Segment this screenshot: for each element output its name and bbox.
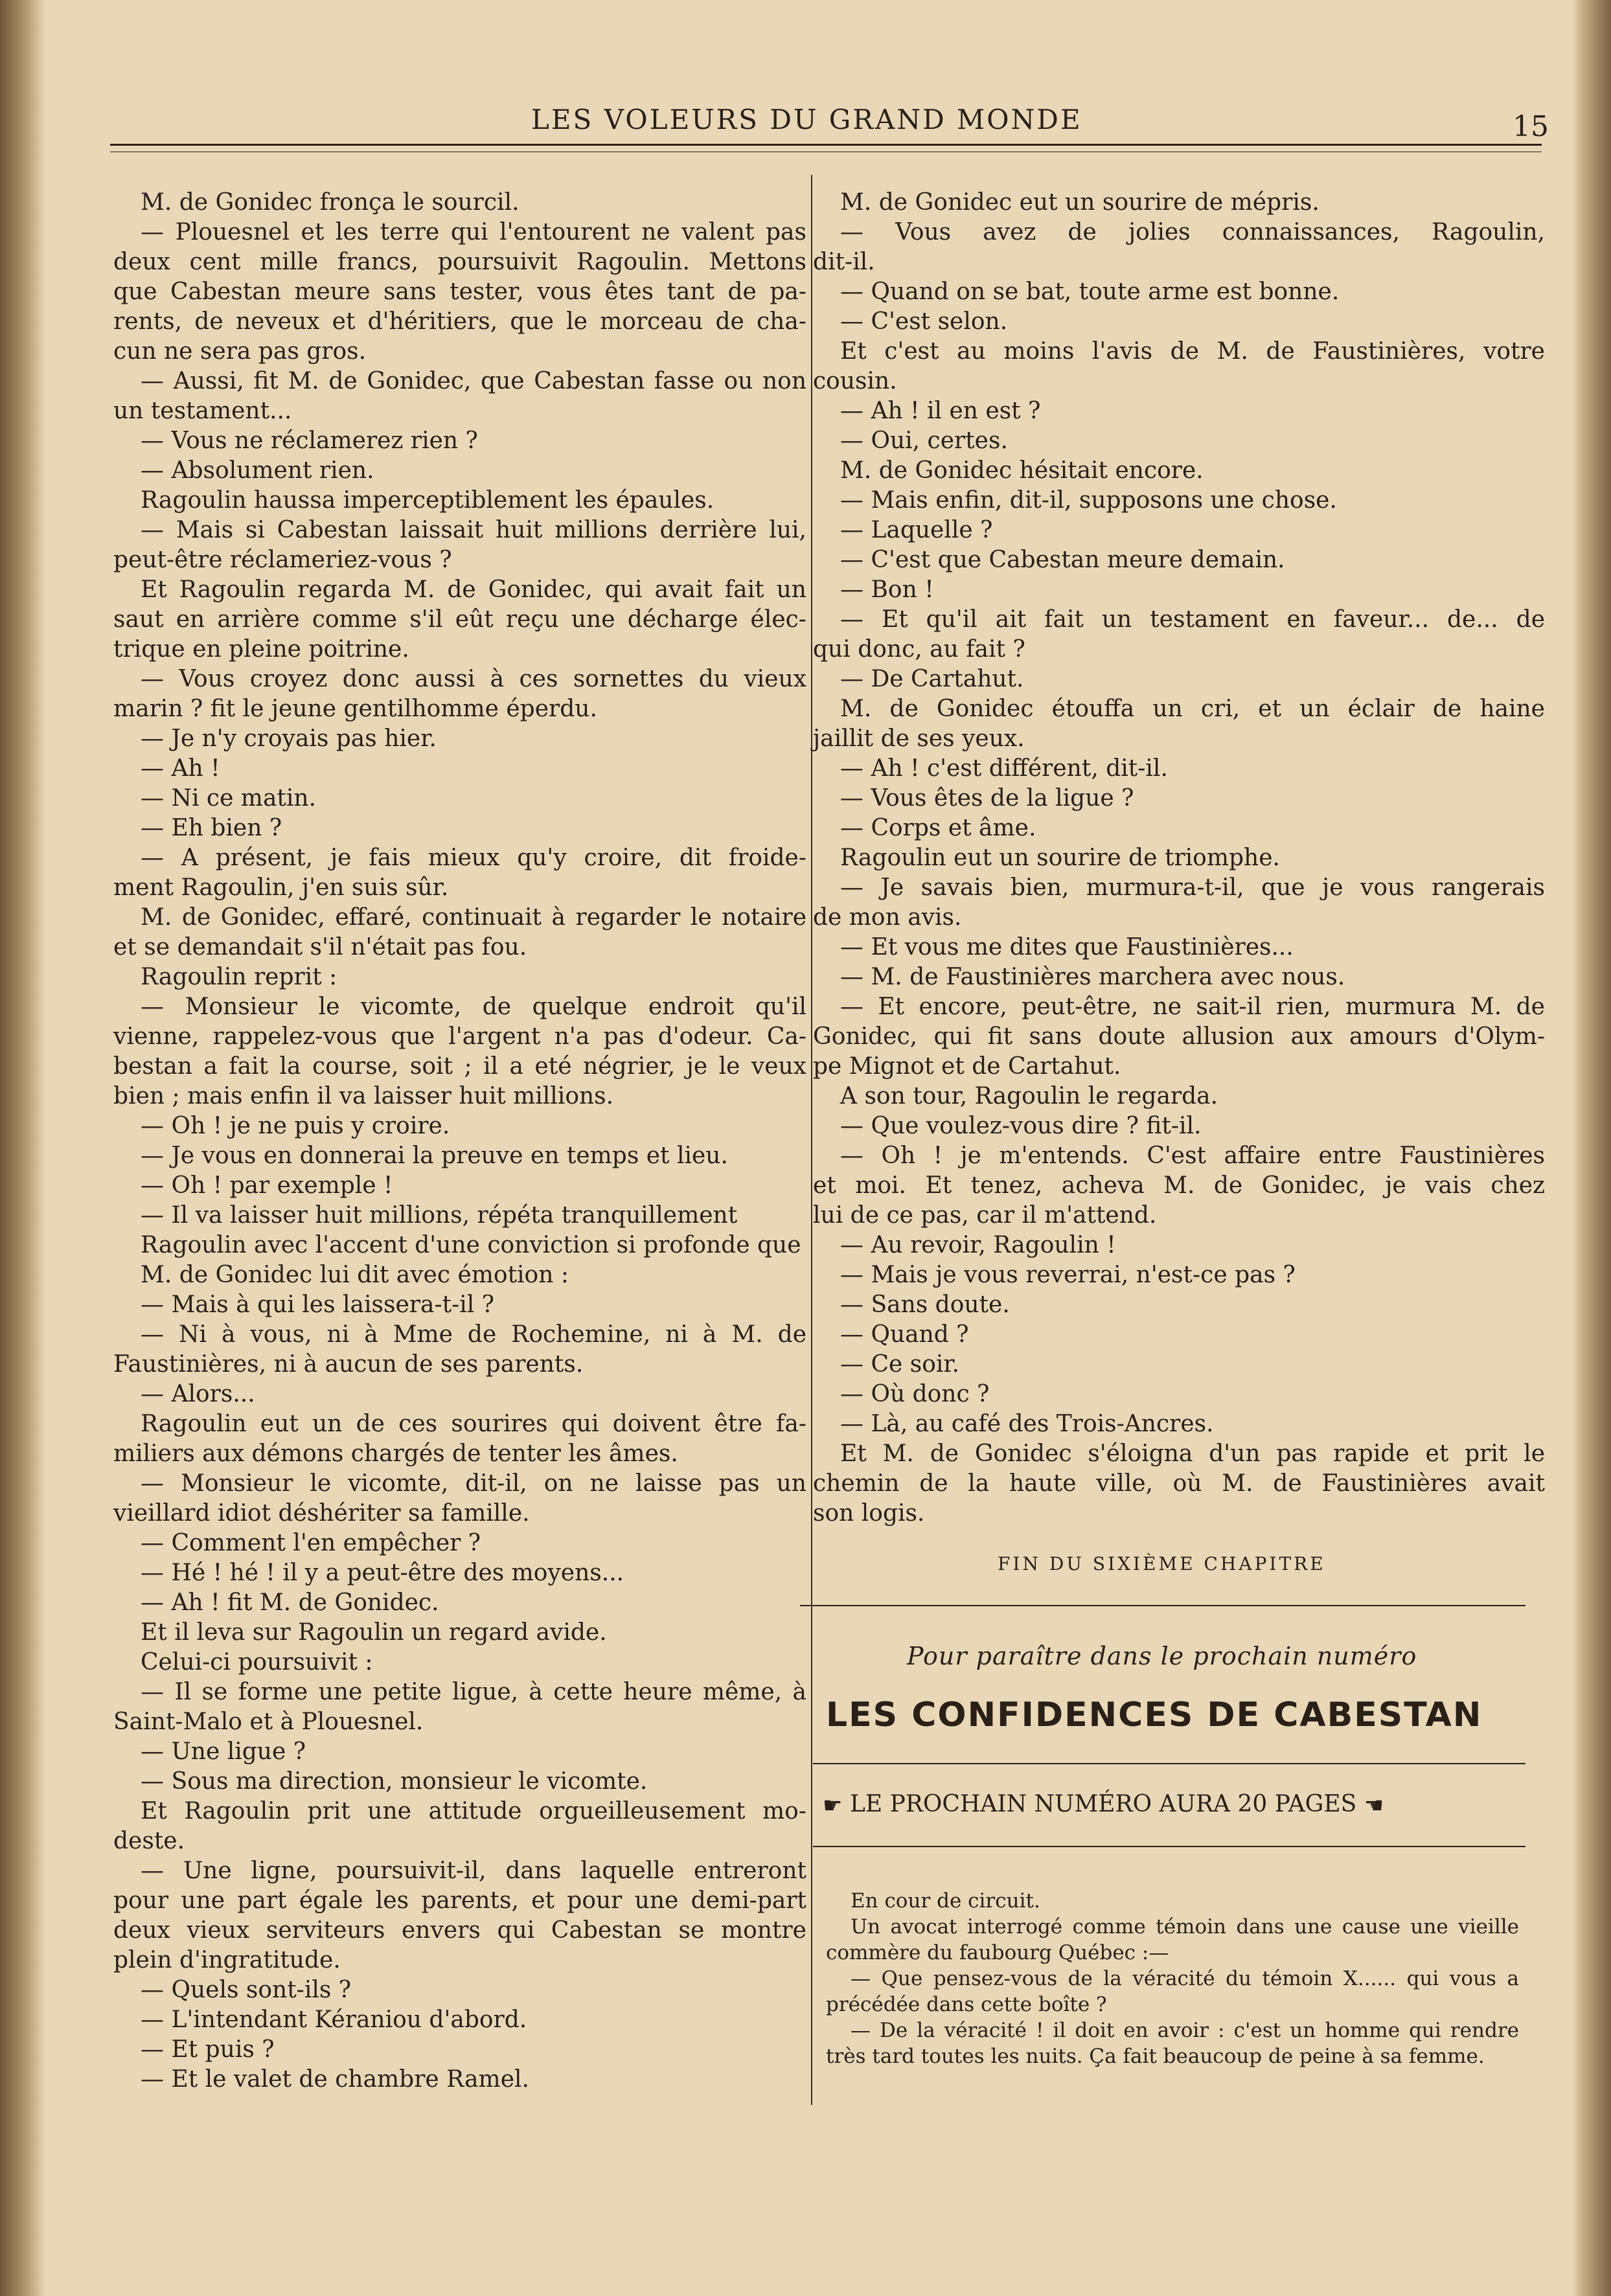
text-line: chemin de la haute ville, où M. de Faustinières avait [813, 1470, 1545, 1497]
text-line: — M. de Faustinières marchera avec nous. [840, 964, 1345, 990]
anecdote-block [826, 1888, 1519, 2069]
text-line: — Ce soir. [840, 1351, 960, 1378]
text-line: A son tour, Ragoulin le regarda. [840, 1083, 1218, 1109]
text-line: — Quand ? [840, 1321, 969, 1348]
page-edge-left [0, 0, 45, 2296]
text-line: — Plouesnel et les terre qui l'entourent ne valent pas [141, 219, 806, 245]
next-issue-title: LES CONFIDENCES DE CABESTAN [826, 1696, 1483, 1734]
text-line: Et Ragoulin prit une attitude orgueilleusement mo- [141, 1798, 806, 1824]
text-line: rents, de neveux et d'héritiers, que le morceau de cha- [113, 308, 806, 335]
next-issue-intro: Pour paraître dans le prochain numéro [907, 1642, 1417, 1670]
text-line: — Hé ! hé ! il y a peut-être des moyens... [141, 1560, 624, 1586]
section-rule [813, 1763, 1525, 1764]
text-line: M. de Gonidec hésitait encore. [840, 457, 1204, 484]
text-line: — Absolument rien. [141, 457, 374, 484]
text-line: M. de Gonidec, effaré, continuait à regarder le notaire [141, 904, 806, 931]
text-line: vienne, rappelez-vous que l'argent n'a pas d'odeur. Ca- [113, 1023, 806, 1050]
text-line: deux vieux serviteurs envers qui Cabestan se montre [113, 1917, 806, 1944]
text-line: — A présent, je fais mieux qu'y croire, dit froide- [141, 845, 806, 871]
column-divider [811, 175, 812, 2105]
text-line: — Oh ! je m'entends. C'est affaire entre Faustinières [840, 1142, 1545, 1169]
text-line: — Corps et âme. [840, 815, 1036, 841]
text-line: et se demandait s'il n'était pas fou. [113, 934, 527, 960]
text-line: ment Ragoulin, j'en suis sûr. [113, 874, 449, 901]
text-line: — Comment l'en empêcher ? [141, 1530, 481, 1556]
text-line: — Je n'y croyais pas hier. [141, 725, 437, 752]
text-line: — Oui, certes. [840, 427, 1008, 454]
text-line: — L'intendant Kéraniou d'abord. [141, 2006, 527, 2033]
text-line: un testament... [113, 398, 292, 424]
text-line: — Oh ! par exemple ! [141, 1172, 393, 1199]
text-line: — Vous croyez donc aussi à ces sornettes du vieux [141, 666, 806, 692]
text-line: — Ni à vous, ni à Mme de Rochemine, ni à M. de [141, 1321, 806, 1348]
anecdote-line: Un avocat interrogé comme témoin dans une cause une vieille [851, 1915, 1519, 1938]
chapter-end: FIN DU SIXIÈME CHAPITRE [998, 1553, 1326, 1574]
text-line: — Eh bien ? [141, 815, 282, 841]
text-line: — Aussi, fit M. de Gonidec, que Cabestan fasse ou non [141, 368, 806, 394]
text-line: deste. [113, 1828, 185, 1854]
text-line: — Il se forme une petite ligue, à cette heure même, à [141, 1679, 806, 1705]
text-line: M. de Gonidec eut un sourire de mépris. [840, 189, 1320, 216]
text-line: — Ah ! fit M. de Gonidec. [141, 1589, 439, 1616]
text-line: — Sans doute. [840, 1291, 1010, 1318]
text-line: pe Mignot et de Cartahut. [813, 1053, 1121, 1080]
text-line: Ragoulin eut un de ces sourires qui doivent être fa- [141, 1411, 806, 1437]
text-line: deux cent mille francs, poursuivit Ragoulin. Mettons [113, 249, 806, 275]
text-line: Saint-Malo et à Plouesnel. [113, 1709, 424, 1735]
left-column [113, 188, 806, 2095]
text-line: miliers aux démons chargés de tenter les âmes. [113, 1440, 678, 1467]
text-line: son logis. [813, 1500, 925, 1527]
header-rule-top [110, 144, 1542, 146]
text-line: pour une part égale les parents, et pour une demi-part [113, 1887, 806, 1914]
text-line: bien ; mais enfin il va laisser huit millions. [113, 1083, 614, 1109]
text-line: saut en arrière comme s'il eût reçu une décharge élec- [113, 606, 806, 633]
text-line: Et il leva sur Ragoulin un regard avide. [141, 1619, 607, 1646]
text-line: peut-être réclameriez-vous ? [113, 547, 452, 573]
text-line: et moi. Et tenez, acheva M. de Gonidec, je vais chez [813, 1172, 1545, 1199]
text-line: M. de Gonidec étouffa un cri, et un éclair de haine [840, 696, 1545, 722]
text-line: — Ni ce matin. [141, 785, 317, 812]
text-line: de mon avis. [813, 904, 962, 931]
text-line: cousin. [813, 368, 897, 394]
text-line: dit-il. [813, 249, 875, 275]
text-line: Faustinières, ni à aucun de ses parents. [113, 1351, 584, 1378]
text-line: — Oh ! je ne puis y croire. [141, 1113, 450, 1139]
text-line: qui donc, au fait ? [813, 636, 1025, 663]
text-line: — Et encore, peut-être, ne sait-il rien, murmura M. de [840, 994, 1545, 1020]
text-line: — Une ligne, poursuivit-il, dans laquelle entreront [141, 1858, 806, 1884]
pages-notice-line [823, 1791, 1522, 1819]
section-rule [813, 1846, 1525, 1847]
text-line: — C'est selon. [840, 308, 1008, 335]
section-rule [800, 1605, 1525, 1606]
text-line: Celui-ci poursuivit : [141, 1649, 373, 1676]
text-line: — Mais enfin, dit-il, supposons une chose. [840, 487, 1337, 514]
running-header: LES VOLEURS DU GRAND MONDE [531, 104, 1082, 135]
text-line: — Laquelle ? [840, 517, 993, 543]
text-line: — Mais si Cabestan laissait huit millions derrière lui, [141, 517, 806, 543]
text-line: Ragoulin eut un sourire de triomphe. [840, 845, 1280, 871]
text-line: — Bon ! [840, 576, 934, 603]
text-line: vieillard idiot déshériter sa famille. [113, 1500, 530, 1527]
pages-notice: LE PROCHAIN NUMÉRO AURA 20 PAGES [849, 1791, 1357, 1817]
anecdote-line: — Que pensez-vous de la véracité du témoin X...... qui vous a [851, 1967, 1519, 1990]
text-line: Gonidec, qui fit sans doute allusion aux amours d'Olym- [813, 1023, 1545, 1050]
pointing-hand-icon: ☚ [1364, 1793, 1384, 1819]
text-line: M. de Gonidec lui dit avec émotion : [141, 1262, 569, 1288]
right-column [813, 188, 1545, 1529]
text-line: que Cabestan meure sans tester, vous êtes tant de pa- [113, 278, 806, 305]
text-line: — Vous êtes de la ligue ? [840, 785, 1134, 812]
text-line: — Et le valet de chambre Ramel. [141, 2066, 529, 2093]
text-line: — Là, au café des Trois-Ancres. [840, 1411, 1214, 1437]
text-line: — Quand on se bat, toute arme est bonne. [840, 278, 1340, 305]
text-line: jaillit de ses yeux. [813, 725, 1025, 752]
anecdote-line: précédée dans cette boîte ? [826, 1993, 1107, 2016]
text-line: — C'est que Cabestan meure demain. [840, 547, 1285, 573]
page-edge-right [1572, 0, 1611, 2296]
text-line: Ragoulin avec l'accent d'une conviction si profonde que [141, 1232, 801, 1258]
text-line: plein d'ingratitude. [113, 1947, 341, 1973]
text-line: — Vous avez de jolies connaissances, Ragoulin, [840, 219, 1545, 245]
page-number: 15 [1513, 110, 1549, 143]
text-line: — Sous ma direction, monsieur le vicomte. [141, 1768, 648, 1795]
text-line: Et Ragoulin regarda M. de Gonidec, qui avait fait un [141, 576, 806, 603]
text-line: — Alors... [141, 1381, 255, 1407]
text-line: lui de ce pas, car il m'attend. [813, 1202, 1157, 1229]
text-line: Et M. de Gonidec s'éloigna d'un pas rapide et prit le [840, 1440, 1545, 1467]
text-line: Ragoulin haussa imperceptiblement les épaules. [141, 487, 714, 514]
text-line: Et c'est au moins l'avis de M. de Faustinières, votre [840, 338, 1545, 365]
text-line: trique en pleine poitrine. [113, 636, 409, 663]
text-line: — Mais à qui les laissera-t-il ? [141, 1291, 495, 1318]
text-line: M. de Gonidec fronça le sourcil. [141, 189, 520, 216]
text-line: — Ah ! il en est ? [840, 398, 1041, 424]
anecdote-line: En cour de circuit. [851, 1889, 1040, 1913]
text-line: — Je savais bien, murmura-t-il, que je vous rangerais [840, 874, 1545, 901]
text-line: — Monsieur le vicomte, dit-il, on ne laisse pas un [141, 1470, 806, 1497]
text-line: — Ah ! [141, 755, 220, 782]
text-line: — Et vous me dites que Faustinières... [840, 934, 1294, 960]
anecdote-line: commère du faubourg Québec :— [826, 1941, 1169, 1964]
text-line: — Monsieur le vicomte, de quelque endroit qu'il [141, 994, 806, 1020]
anecdote-line: très tard toutes les nuits. Ça fait beaucoup de peine à sa femme. [826, 2045, 1485, 2068]
text-line: — Et puis ? [141, 2036, 275, 2063]
text-line: — Quels sont-ils ? [141, 1977, 352, 2003]
text-line: — De Cartahut. [840, 666, 1024, 692]
text-line: marin ? fit le jeune gentilhomme éperdu. [113, 696, 597, 722]
text-line: Ragoulin reprit : [141, 964, 337, 990]
text-line: — Ah ! c'est différent, dit-il. [840, 755, 1168, 782]
text-line: — Il va laisser huit millions, répéta tranquillement [141, 1202, 738, 1229]
text-line: — Mais je vous reverrai, n'est-ce pas ? [840, 1262, 1296, 1288]
anecdote-line: — De la véracité ! il doit en avoir : c'est un homme qui rendre [851, 2019, 1519, 2042]
text-line: cun ne sera pas gros. [113, 338, 367, 365]
text-line: — Et qu'il ait fait un testament en faveur... de... de [840, 606, 1545, 633]
text-line: bestan a fait la course, soit ; il a eté négrier, je le veux [113, 1053, 806, 1080]
text-line: — Une ligue ? [141, 1738, 306, 1765]
text-line: — Au revoir, Ragoulin ! [840, 1232, 1116, 1258]
text-line: — Où donc ? [840, 1381, 990, 1407]
text-line: — Que voulez-vous dire ? fit-il. [840, 1113, 1202, 1139]
pointing-hand-icon: ☛ [823, 1793, 843, 1819]
text-line: — Je vous en donnerai la preuve en temps et lieu. [141, 1142, 728, 1169]
text-line: — Vous ne réclamerez rien ? [141, 427, 478, 454]
